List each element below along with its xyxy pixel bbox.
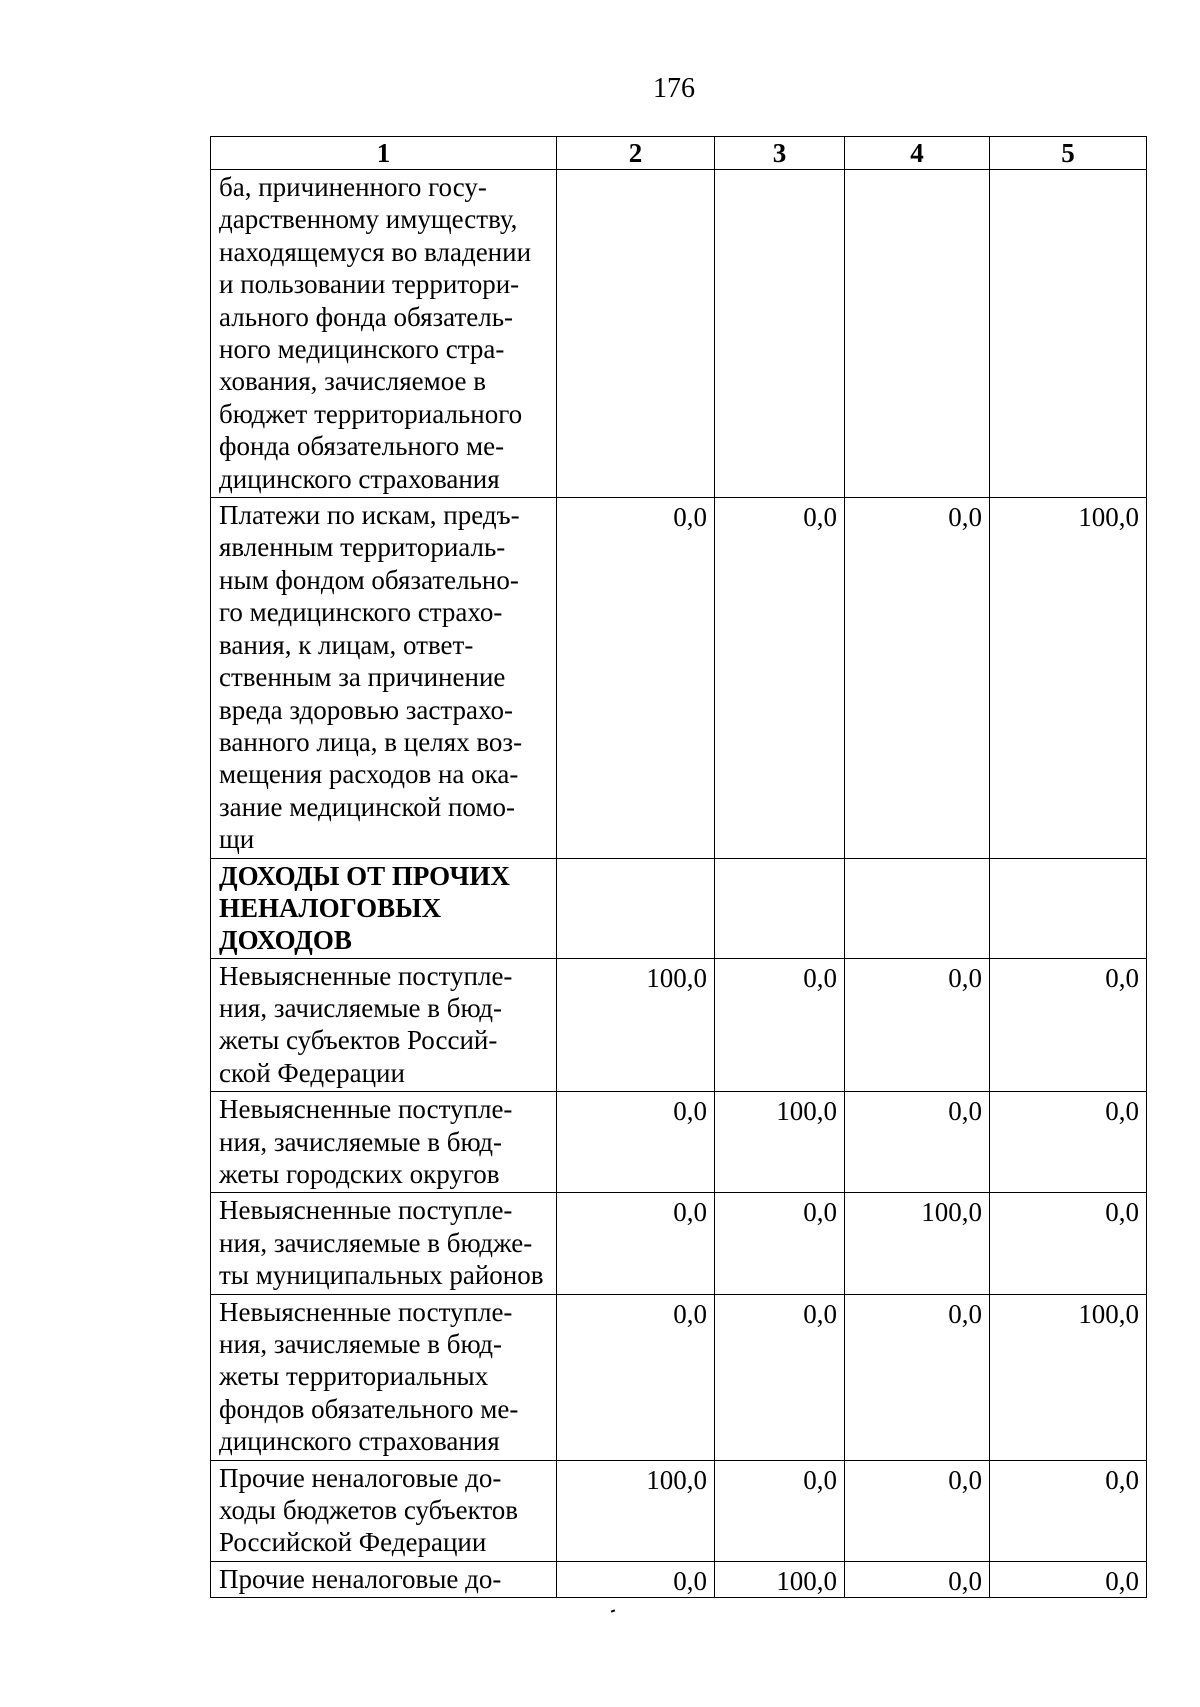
row-value-col4: 100,0: [845, 1193, 990, 1294]
row-value-col5: 100,0: [990, 498, 1147, 858]
row-value-col3: 0,0: [715, 1460, 845, 1561]
row-value-col2: 0,0: [557, 1294, 715, 1460]
row-value-col3: 0,0: [715, 1294, 845, 1460]
row-value-col3: 100,0: [715, 1092, 845, 1193]
row-value-col2: 100,0: [557, 958, 715, 1092]
row-value-col5: 0,0: [990, 1561, 1147, 1597]
row-value-col3: 0,0: [715, 498, 845, 858]
row-value-col4: 0,0: [845, 1561, 990, 1597]
row-value-col4: [845, 170, 990, 498]
table-row: [211, 1561, 1147, 1597]
row-label: Невыясненные поступле- ния, зачисляемые в бюд- жеты городских округов: [211, 1092, 557, 1193]
section-header-row: [211, 858, 1147, 958]
table-row: [211, 170, 1147, 498]
row-label: Прочие неналоговые до- ходы бюджетов субъектов Российской Федерации: [211, 1460, 557, 1561]
row-value-col4: 0,0: [845, 958, 990, 1092]
row-value-col4: 0,0: [845, 1294, 990, 1460]
row-value-col4: 0,0: [845, 1460, 990, 1561]
row-value-col2: 0,0: [557, 1092, 715, 1193]
row-label: Невыясненные поступле- ния, зачисляемые в бюд- жеты субъектов Россий- ской Федерации: [211, 958, 557, 1092]
row-value-col5: 0,0: [990, 1092, 1147, 1193]
row-label: Прочие неналоговые до-: [211, 1561, 557, 1597]
row-label: Невыясненные поступле- ния, зачисляемые в бюд- жеты территориальных фондов обязательного ме- дицинского страхования: [211, 1294, 557, 1460]
row-value-col2: 0,0: [557, 1561, 715, 1597]
row-value-col3: 100,0: [715, 1561, 845, 1597]
scan-speck: [611, 1609, 615, 1612]
table-row: [211, 1193, 1147, 1294]
row-label: Платежи по искам, предъ- явленным территориаль- ным фондом обязательно- го медицинского страхо- вания, к лицам, ответ- ственным за причинение вреда здоровью застрахо- ванного лица, в целях воз- мещения расходов на ока- зание медицинской помо- щи: [211, 498, 557, 858]
row-value-col2: 100,0: [557, 1460, 715, 1561]
section-label: ДОХОДЫ ОТ ПРОЧИХ НЕНАЛОГОВЫХ ДОХОДОВ: [211, 858, 557, 958]
row-value-col3: [715, 858, 845, 958]
table-row: [211, 1460, 1147, 1561]
row-label: ба, причиненного госу- дарственному имуществу, находящемуся во владении и пользовании территори- ального фонда обязатель- ного медицинского стра- хования, зачисляемое в бюджет территориального фонда обязательного ме- дицинского страхования: [211, 170, 557, 498]
row-value-col3: [715, 170, 845, 498]
column-header-3: 3: [715, 137, 845, 170]
budget-table: [210, 136, 1147, 1598]
row-value-col4: 0,0: [845, 498, 990, 858]
row-value-col2: 0,0: [557, 498, 715, 858]
row-value-col5: [990, 170, 1147, 498]
column-header-5: 5: [990, 137, 1147, 170]
column-header-2: 2: [557, 137, 715, 170]
page-number: 176: [653, 73, 695, 104]
table-row: [211, 498, 1147, 858]
table-row: [211, 958, 1147, 1092]
row-value-col5: [990, 858, 1147, 958]
column-header-1: 1: [211, 137, 557, 170]
row-value-col2: 0,0: [557, 1193, 715, 1294]
row-value-col5: 0,0: [990, 1460, 1147, 1561]
column-header-4: 4: [845, 137, 990, 170]
row-value-col2: [557, 170, 715, 498]
row-value-col5: 0,0: [990, 1193, 1147, 1294]
row-value-col3: 0,0: [715, 958, 845, 1092]
row-value-col5: 0,0: [990, 958, 1147, 1092]
row-label: Невыясненные поступле- ния, зачисляемые в бюдже- ты муниципальных районов: [211, 1193, 557, 1294]
row-value-col4: 0,0: [845, 1092, 990, 1193]
table-row: [211, 1092, 1147, 1193]
row-value-col3: 0,0: [715, 1193, 845, 1294]
row-value-col4: [845, 858, 990, 958]
row-value-col2: [557, 858, 715, 958]
row-value-col5: 100,0: [990, 1294, 1147, 1460]
table-header-row: [211, 137, 1147, 170]
table-row: [211, 1294, 1147, 1460]
